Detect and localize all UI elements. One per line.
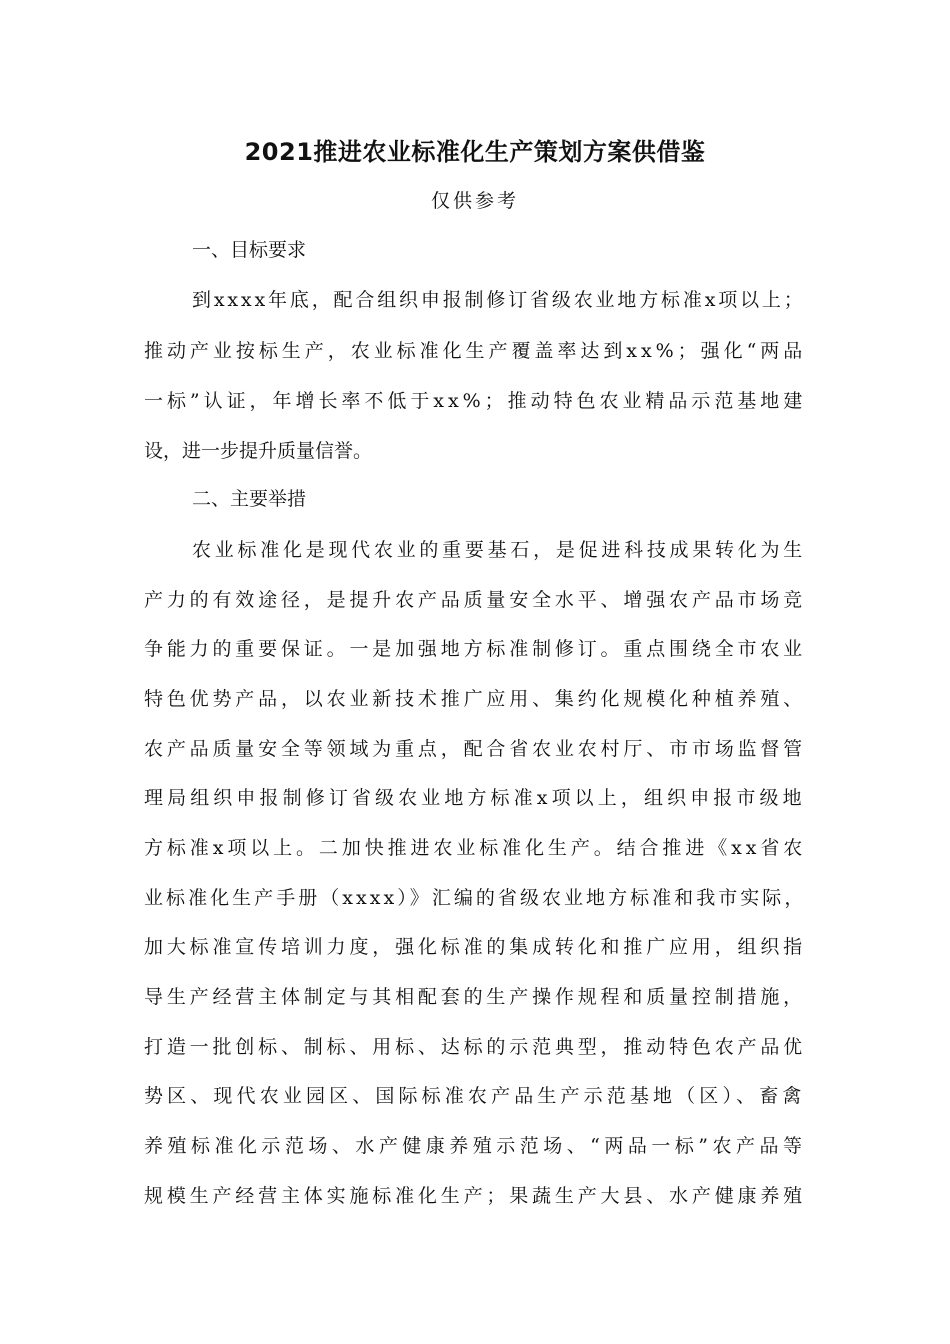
paragraph-line: 设，进一步提升质量信誉。 xyxy=(144,440,373,462)
paragraph-line: 农业标准化是现代农业的重要基石，是促进科技成果转化为生 xyxy=(192,539,807,561)
paragraph-line: 理局组织申报制修订省级农业地方标准x项以上，组织申报市级地 xyxy=(144,787,806,809)
paragraph-line: 推动产业按标生产，农业标准化生产覆盖率达到xx%；强化“两品 xyxy=(144,340,807,362)
paragraph-line: 争能力的重要保证。一是加强地方标准制修订。重点围绕全市农业 xyxy=(144,638,807,660)
document-title: 2021推进农业标准化生产策划方案供借鉴 xyxy=(244,138,706,166)
paragraph-line: 农产品质量安全等领域为重点，配合省农业农村厅、市市场监督管 xyxy=(144,738,807,760)
paragraph-line: 规模生产经营主体实施标准化生产；果蔬生产大县、水产健康养殖 xyxy=(144,1185,807,1207)
paragraph-line: 方标准x项以上。二加快推进农业标准化生产。结合推进《xx省农 xyxy=(144,837,807,859)
section-heading-measures: 二、主要举措 xyxy=(192,488,307,510)
paragraph-line: 势区、现代农业园区、国际标准农产品生产示范基地（区）、畜禽 xyxy=(144,1085,806,1107)
paragraph-line: 产力的有效途径，是提升农产品质量安全水平、增强农产品市场竞 xyxy=(144,589,807,611)
paragraph-line: 加大标准宣传培训力度，强化标准的集成转化和推广应用，组织指 xyxy=(144,936,807,958)
section-heading-goals: 一、目标要求 xyxy=(192,239,307,261)
paragraph-line: 业标准化生产手册（xxxx）》汇编的省级农业地方标准和我市实际， xyxy=(144,887,807,909)
paragraph-line: 特色优势产品，以农业新技术推广应用、集约化规模化种植养殖、 xyxy=(144,688,807,710)
document-subtitle: 仅供参考 xyxy=(430,190,519,212)
paragraph-line: 一标”认证，年增长率不低于xx%；推动特色农业精品示范基地建 xyxy=(144,390,807,412)
paragraph-line: 导生产经营主体制定与其相配套的生产操作规程和质量控制措施， xyxy=(144,986,807,1008)
paragraph-line: 到xxxx年底，配合组织申报制修订省级农业地方标准x项以上； xyxy=(192,289,806,311)
paragraph-line: 打造一批创标、制标、用标、达标的示范典型，推动特色农产品优 xyxy=(144,1036,807,1058)
paragraph-line: 养殖标准化示范场、水产健康养殖示范场、“两品一标”农产品等 xyxy=(144,1135,807,1157)
